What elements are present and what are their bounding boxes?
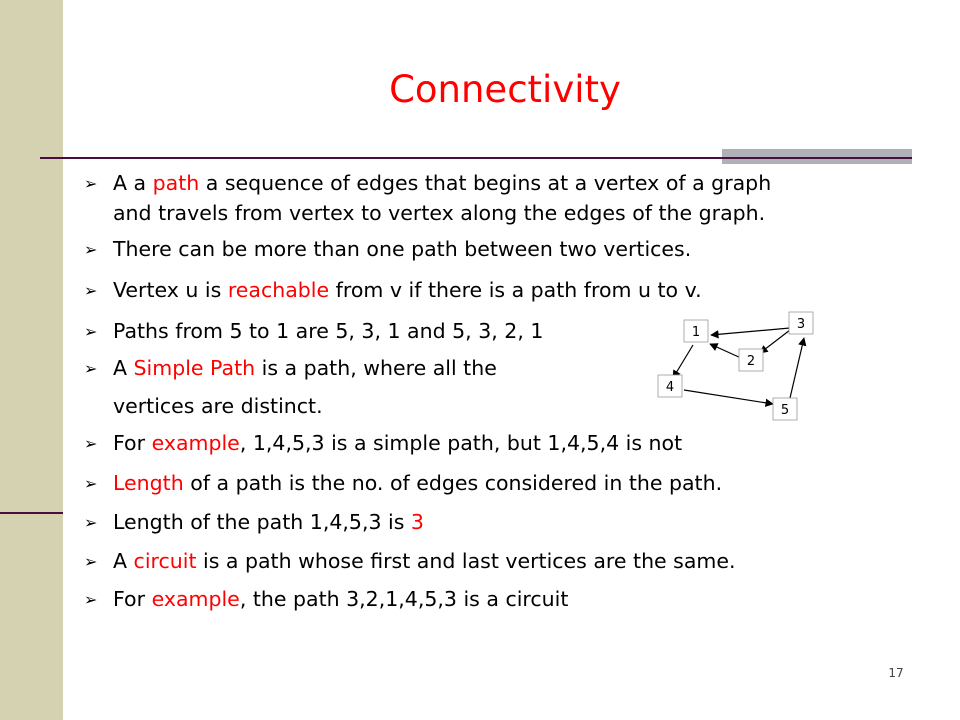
- bullet-item: [84, 468, 722, 499]
- bullet-text: from v if there is a path from u to v.: [329, 278, 702, 302]
- arrow-bullet-icon: ➢: [84, 552, 98, 571]
- bullet-item: [84, 546, 736, 577]
- arrow-bullet-icon: ➢: [84, 174, 98, 193]
- bullet-item: [84, 168, 771, 199]
- bullet-text: and travels from vertex to vertex along the edges of the graph.: [113, 201, 766, 225]
- graph-node-label: 5: [780, 403, 790, 418]
- bullet-text: Vertex u is: [113, 278, 228, 302]
- graph-node-label: 2: [746, 354, 756, 369]
- page-number: 17: [888, 666, 904, 680]
- bullet-text: A: [113, 549, 134, 573]
- bullet-text: Length of the path 1,4,5,3 is: [113, 510, 411, 534]
- arrow-bullet-icon: ➢: [84, 590, 98, 609]
- bullet-item: [84, 584, 568, 615]
- bullet-highlight: path: [152, 171, 200, 195]
- edge-5-3: [790, 338, 804, 398]
- arrow-bullet-icon: ➢: [84, 513, 98, 532]
- bullet-text: A a: [113, 171, 153, 195]
- graph-node-label: 4: [665, 380, 675, 395]
- graph-node-label: 3: [796, 317, 806, 332]
- bullet-highlight: circuit: [133, 549, 197, 573]
- edge-1-4: [673, 345, 693, 378]
- bullet-highlight: Simple Path: [133, 356, 256, 380]
- arrow-bullet-icon: ➢: [84, 474, 98, 493]
- bullet-highlight: example: [151, 587, 240, 611]
- bullet-text: There can be more than one path between two vertices.: [113, 237, 692, 261]
- arrow-bullet-icon: ➢: [84, 281, 98, 300]
- edge-2-1: [710, 344, 741, 358]
- bullet-continuation: [84, 198, 765, 228]
- bullet-highlight: reachable: [227, 278, 330, 302]
- bullet-highlight: Length: [113, 471, 184, 495]
- bullet-text: a sequence of edges that begins at a vertex of a graph: [199, 171, 772, 195]
- bullet-continuation: [84, 391, 323, 421]
- bullet-item: [84, 234, 691, 265]
- edge-4-5: [684, 390, 773, 404]
- bullet-text: is a path, where all the: [255, 356, 497, 380]
- bullet-text: For: [113, 587, 152, 611]
- bullet-highlight: 3: [410, 510, 424, 534]
- edge-3-2: [760, 330, 790, 353]
- bullet-item: [84, 316, 543, 347]
- bullet-item: [84, 507, 424, 538]
- bullet-text: of a path is the no. of edges considered in the path.: [183, 471, 723, 495]
- bullet-text: Paths from 5 to 1 are 5, 3, 1 and 5, 3, 2, 1: [113, 319, 544, 343]
- bullet-text: vertices are distinct.: [113, 394, 323, 418]
- arrow-bullet-icon: ➢: [84, 322, 98, 341]
- graph-node-label: 1: [691, 325, 701, 340]
- arrow-bullet-icon: ➢: [84, 434, 98, 453]
- graph-diagram: [650, 308, 830, 428]
- bullet-item: [84, 428, 682, 459]
- arrow-bullet-icon: ➢: [84, 359, 98, 378]
- bullet-item: [84, 275, 702, 306]
- bullet-highlight: example: [151, 431, 240, 455]
- bullet-text: For: [113, 431, 152, 455]
- bullet-text: , 1,4,5,3 is a simple path, but 1,4,5,4 is not: [239, 431, 683, 455]
- bullet-item: [84, 353, 497, 384]
- slide-title: Connectivity: [389, 68, 621, 111]
- edge-3-1: [711, 328, 790, 335]
- bullet-text: A: [113, 356, 134, 380]
- bullet-text: is a path whose first and last vertices are the same.: [196, 549, 736, 573]
- bullet-text: , the path 3,2,1,4,5,3 is a circuit: [239, 587, 569, 611]
- arrow-bullet-icon: ➢: [84, 240, 98, 259]
